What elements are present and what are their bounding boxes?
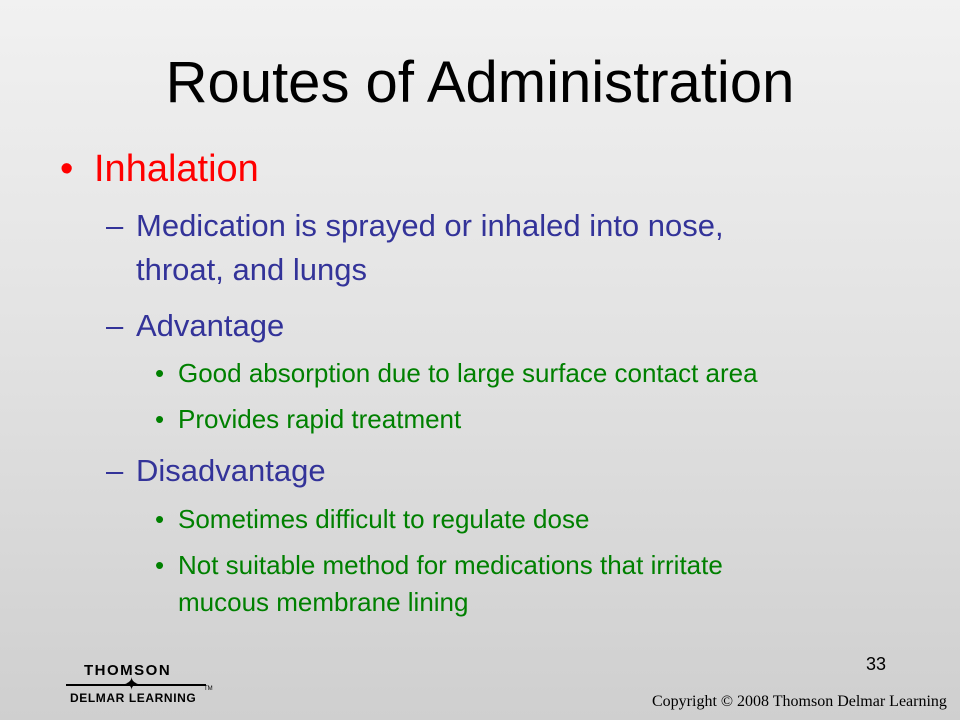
- disadvantage-item-text-line2: mucous membrane lining: [178, 587, 469, 617]
- bullet-dot-icon: •: [155, 504, 165, 534]
- disadvantage-item-text-line1: Not suitable method for medications that irritate: [178, 550, 723, 580]
- bullet-dot-icon: •: [60, 148, 74, 190]
- sub-point-description-line1: Medication is sprayed or inhaled into nose,: [136, 208, 724, 243]
- logo-delmar-text: DELMAR LEARNING: [70, 691, 197, 705]
- bullet-inhalation-label: Inhalation: [94, 148, 259, 190]
- slide-number: 33: [866, 654, 887, 674]
- publisher-logo: [66, 662, 216, 710]
- bullet-dot-icon: •: [155, 404, 165, 434]
- advantage-item-text: Good absorption due to large surface contact area: [178, 358, 758, 388]
- copyright-notice: Copyright © 2008 Thomson Delmar Learning: [652, 693, 947, 710]
- logo-trademark: TM: [204, 686, 213, 692]
- advantage-item-text: Provides rapid treatment: [178, 404, 462, 434]
- slide-title: Routes of Administration: [165, 50, 795, 115]
- sub-point-description-line2: throat, and lungs: [136, 252, 367, 287]
- dash-icon: –: [106, 208, 124, 243]
- dash-icon: –: [106, 308, 124, 343]
- dash-icon: –: [106, 453, 124, 488]
- sub-point-disadvantage-label: Disadvantage: [136, 453, 326, 488]
- disadvantage-item-text: Sometimes difficult to regulate dose: [178, 504, 590, 534]
- logo-thomson-text: THOMSON: [84, 662, 172, 679]
- star-icon: ✦: [124, 674, 140, 694]
- bullet-dot-icon: •: [155, 358, 165, 388]
- bullet-dot-icon: •: [155, 550, 165, 580]
- sub-point-advantage-label: Advantage: [136, 308, 285, 343]
